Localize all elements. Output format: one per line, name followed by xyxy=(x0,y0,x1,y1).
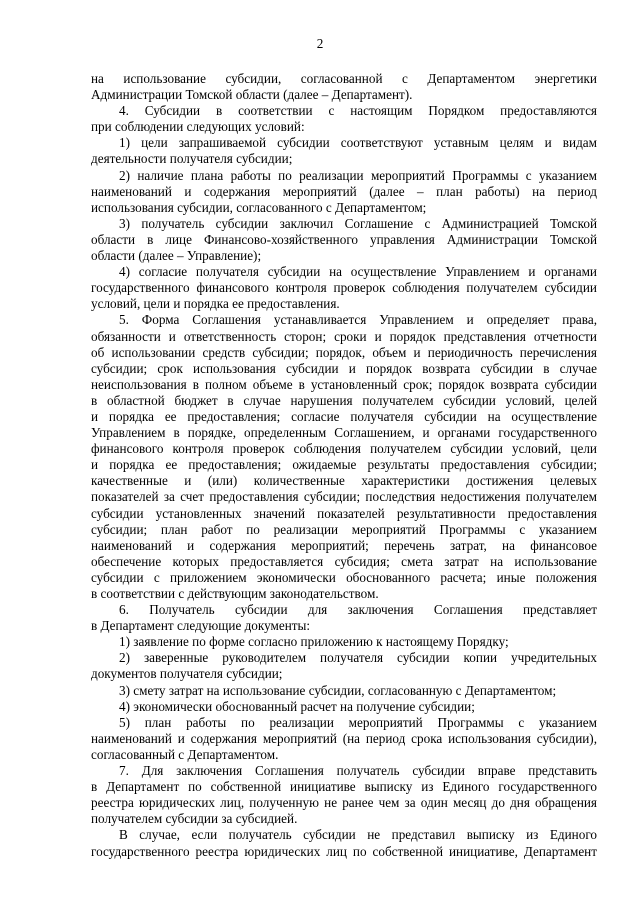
text-line: государственного финансового контроля проверок соблюдения получателем субсидии xyxy=(91,280,597,296)
text-line: согласованный с Департаментом. xyxy=(91,746,279,762)
text-line: субсидии с приложением экономически обоснованного расчета; иные положения xyxy=(91,569,597,585)
text-line: 5) план работы по реализации мероприятий Программы с указанием xyxy=(119,714,597,730)
text-line: документов получателя субсидии; xyxy=(91,666,283,682)
text-line: 2) заверенные руководителем получателя субсидии копии учредительных xyxy=(119,650,597,666)
text-line: показателей за счет предоставления субсидии; последствия недостижения получателем xyxy=(91,489,597,505)
text-line: 5. Форма Соглашения устанавливается Управлением и определяет права, xyxy=(119,312,597,328)
text-line: 3) получатель субсидии заключил Соглашение с Администрацией Томской xyxy=(119,215,597,231)
text-line: субсидии установленных значений показателей результативности предоставления xyxy=(91,505,597,521)
text-line: неиспользования в полном объеме в установленный срок; порядок возврата субсидии xyxy=(91,376,597,392)
text-line: 7. Для заключения Соглашения получатель субсидии вправе представить xyxy=(119,763,597,779)
text-line: области (далее – Управление); xyxy=(91,248,262,264)
text-line: субсидии; план работ по реализации мероприятий Программы с указанием xyxy=(91,521,597,537)
text-line: 4) экономически обоснованный расчет на получение субсидии; xyxy=(119,698,475,714)
text-line: в Департамент по собственной инициативе выписку из Единого государственного xyxy=(91,779,597,795)
text-line: 4. Субсидии в соответствии с настоящим Порядком предоставляются xyxy=(119,103,597,119)
text-line: наименований и содержания мероприятий (далее – план работы) на период xyxy=(91,183,597,199)
text-line: качественные и (или) количественные характеристики достижения целевых xyxy=(91,473,597,489)
text-line: финансового контроля проверок соблюдения получателем субсидии условий, цели xyxy=(91,441,597,457)
text-line: и порядка ее предоставления; ожидаемые результаты предоставления субсидии; xyxy=(91,457,597,473)
text-line: в областной бюджет в случае нарушения получателем субсидии условий, целей xyxy=(91,392,597,408)
text-line: В случае, если получатель субсидии не представил выписку из Единого xyxy=(119,827,597,843)
text-line: 1) цели запрашиваемой субсидии соответствуют уставным целям и видам xyxy=(119,135,597,151)
text-line: обеспечение которых предоставляется субсидия; смета затрат на использование xyxy=(91,553,597,569)
text-line: получателем субсидии за субсидией. xyxy=(91,811,298,827)
text-line: деятельности получателя субсидии; xyxy=(91,151,293,167)
text-line: в соответствии с действующим законодательством. xyxy=(91,586,379,601)
text-line: наименований и содержания мероприятий (на период срока использования субсидии), xyxy=(91,730,597,746)
text-line: 4) согласие получателя субсидии на осуществление Управлением и органами xyxy=(119,264,597,280)
text-line: области в лице Финансово-хозяйственного управления Администрации Томской xyxy=(91,231,597,247)
text-line: государственного реестра юридических лиц по собственной инициативе, Департамент xyxy=(91,843,597,859)
text-line: на использование субсидии, согласованной с Департаментом энергетики xyxy=(91,71,597,86)
text-line: наименований и содержания мероприятий; перечень затрат, на финансовое xyxy=(91,537,597,553)
text-line: Администрации Томской области (далее – Департамент). xyxy=(91,87,413,103)
text-line: реестра юридических лиц, полученную не ранее чем за один месяц до дня обращения xyxy=(91,795,597,811)
page-number: 2 xyxy=(316,36,324,51)
text-line: обязанности и ответственность сторон; сроки и порядок представления отчетности xyxy=(91,328,597,344)
text-line: 1) заявление по форме согласно приложению к настоящему Порядку; xyxy=(119,634,509,650)
text-line: при соблюдении следующих условий: xyxy=(91,119,305,135)
text-line: об использовании средств субсидии; порядок, объем и периодичность перечисления xyxy=(91,344,597,360)
text-line: 3) смету затрат на использование субсидии, согласованную с Департаментом; xyxy=(119,682,557,698)
text-line: субсидии; срок использования субсидии и порядок возврата субсидии в случае xyxy=(91,360,597,376)
text-line: 6. Получатель субсидии для заключения Соглашения представляет xyxy=(119,602,597,618)
document-body xyxy=(91,71,597,860)
text-line: использования субсидии, согласованного с Департаментом; xyxy=(91,199,427,215)
text-line: и порядка ее предоставления; согласие получателя субсидии на осуществление xyxy=(91,408,597,424)
text-line: 2) наличие плана работы по реализации мероприятий Программы с указанием xyxy=(119,167,597,183)
text-line: в Департамент следующие документы: xyxy=(91,618,311,634)
text-line: Управлением в порядке, определенным Соглашением, и органами государственного xyxy=(91,425,597,441)
text-line: условий, цели и порядка ее предоставления. xyxy=(91,296,340,312)
